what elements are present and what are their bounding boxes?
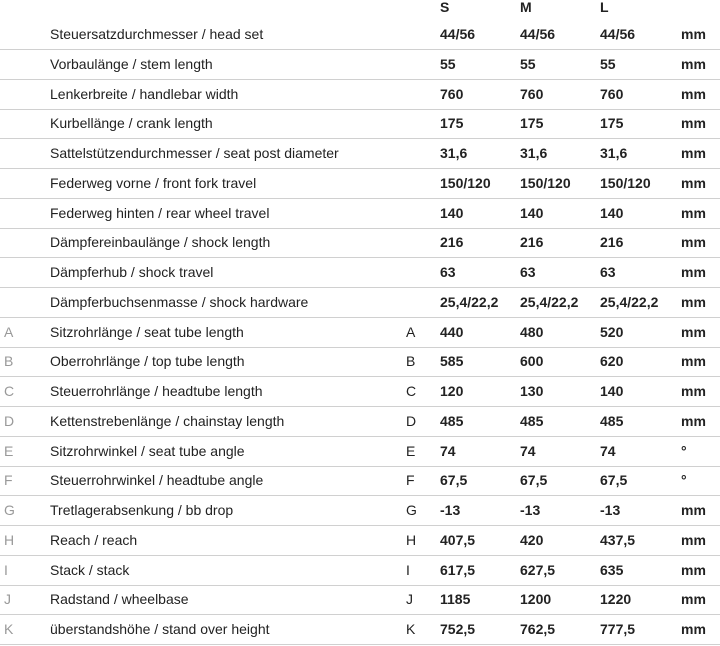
value-size-s: 617,5 xyxy=(440,561,476,578)
table-row xyxy=(0,258,720,288)
row-label: Dämpfereinbaulänge / shock length xyxy=(50,234,271,251)
row-dimension-letter: D xyxy=(406,412,417,429)
value-size-m: 420 xyxy=(520,531,544,548)
value-size-l: 44/56 xyxy=(600,26,636,42)
row-unit: mm xyxy=(681,234,706,251)
value-size-l: 485 xyxy=(600,412,624,429)
value-size-s: 216 xyxy=(440,234,464,251)
table-row xyxy=(0,347,720,377)
value-size-s: 44/56 xyxy=(440,26,476,42)
row-label: Stack / stack xyxy=(50,561,130,578)
row-label: Lenkerbreite / handlebar width xyxy=(50,85,239,102)
table-row xyxy=(0,585,720,615)
row-dimension-letter: G xyxy=(406,502,417,518)
size-header-m: M xyxy=(520,0,532,15)
value-size-m: 150/120 xyxy=(520,174,571,191)
table-row xyxy=(0,407,720,437)
value-size-m: 130 xyxy=(520,383,544,399)
row-label: Kettenstrebenlänge / chainstay length xyxy=(50,412,285,429)
row-unit: mm xyxy=(681,26,706,42)
table-row xyxy=(0,169,720,199)
table-row xyxy=(0,288,720,318)
row-label: überstandshöhe / stand over height xyxy=(50,621,270,637)
value-size-l: 31,6 xyxy=(600,145,628,161)
row-label: Steuersatzdurchmesser / head set xyxy=(50,26,264,42)
table-row xyxy=(0,20,720,50)
row-dimension-letter: J xyxy=(406,591,413,608)
value-size-l: 216 xyxy=(600,234,624,251)
row-unit: mm xyxy=(681,561,706,578)
row-label: Radstand / wheelbase xyxy=(50,591,189,608)
value-size-m: 63 xyxy=(520,264,536,280)
row-unit: mm xyxy=(681,145,706,161)
row-unit: ° xyxy=(681,442,687,459)
row-key-letter: H xyxy=(4,531,15,548)
row-label: Steuerrohrlänge / headtube length xyxy=(50,383,263,399)
table-row xyxy=(0,526,720,556)
value-size-m: 480 xyxy=(520,323,544,340)
row-key-letter: A xyxy=(4,323,14,340)
value-size-s: 67,5 xyxy=(440,472,468,489)
value-size-m: 175 xyxy=(520,115,544,132)
value-size-l: 635 xyxy=(600,561,624,578)
value-size-m: 762,5 xyxy=(520,621,556,637)
row-label: Steuerrohrwinkel / headtube angle xyxy=(50,472,264,489)
row-key-letter: I xyxy=(4,561,8,578)
value-size-s: 407,5 xyxy=(440,531,476,548)
value-size-m: 74 xyxy=(520,442,536,459)
table-row xyxy=(0,199,720,229)
value-size-s: 25,4/22,2 xyxy=(440,293,499,310)
row-label: Sitzrohrwinkel / seat tube angle xyxy=(50,442,245,459)
value-size-s: 585 xyxy=(440,353,464,370)
row-label: Sattelstützendurchmesser / seat post diameter xyxy=(50,145,339,161)
value-size-m: 31,6 xyxy=(520,145,548,161)
row-key-letter: D xyxy=(4,412,15,429)
table-row xyxy=(0,496,720,526)
row-label: Reach / reach xyxy=(50,531,138,548)
value-size-s: 760 xyxy=(440,85,464,102)
table-row xyxy=(0,50,720,80)
row-unit: mm xyxy=(681,204,706,221)
row-unit: ° xyxy=(681,472,687,489)
size-header-l: L xyxy=(600,0,609,15)
table-row xyxy=(0,556,720,586)
value-size-l: 620 xyxy=(600,353,624,370)
value-size-l: 150/120 xyxy=(600,174,651,191)
row-key-letter: F xyxy=(4,472,13,489)
value-size-s: 140 xyxy=(440,204,464,221)
value-size-l: 25,4/22,2 xyxy=(600,293,659,310)
value-size-s: 120 xyxy=(440,383,464,399)
value-size-l: 55 xyxy=(600,55,616,72)
row-key-letter: B xyxy=(4,353,14,370)
row-label: Vorbaulänge / stem length xyxy=(50,55,213,72)
value-size-m: 627,5 xyxy=(520,561,556,578)
table-row xyxy=(0,80,720,110)
row-dimension-letter: F xyxy=(406,472,415,489)
row-unit: mm xyxy=(681,293,706,310)
row-dimension-letter: K xyxy=(406,621,416,637)
row-dimension-letter: H xyxy=(406,531,417,548)
value-size-s: 55 xyxy=(440,55,456,72)
value-size-m: 760 xyxy=(520,85,544,102)
size-header-s: S xyxy=(440,0,450,15)
row-unit: mm xyxy=(681,383,706,399)
row-key-letter: C xyxy=(4,383,15,399)
row-unit: mm xyxy=(681,591,706,608)
value-size-s: 175 xyxy=(440,115,464,132)
row-dimension-letter: C xyxy=(406,383,417,399)
row-key-letter: E xyxy=(4,442,14,459)
value-size-l: 67,5 xyxy=(600,472,628,489)
value-size-s: 1185 xyxy=(440,591,471,608)
row-dimension-letter: E xyxy=(406,442,416,459)
row-key-letter: K xyxy=(4,621,14,637)
row-label: Sitzrohrlänge / seat tube length xyxy=(50,323,244,340)
table-row xyxy=(0,615,720,645)
table-row xyxy=(0,437,720,467)
row-label: Federweg vorne / front fork travel xyxy=(50,174,257,191)
value-size-s: 150/120 xyxy=(440,174,491,191)
value-size-l: 140 xyxy=(600,204,624,221)
row-label: Tretlagerabsenkung / bb drop xyxy=(50,502,234,518)
value-size-m: 44/56 xyxy=(520,26,556,42)
value-size-s: 31,6 xyxy=(440,145,468,161)
value-size-m: 485 xyxy=(520,412,544,429)
value-size-l: 520 xyxy=(600,323,624,340)
value-size-s: 485 xyxy=(440,412,464,429)
row-unit: mm xyxy=(681,353,706,370)
value-size-s: 63 xyxy=(440,264,456,280)
row-label: Oberrohrlänge / top tube length xyxy=(50,353,245,370)
value-size-l: 777,5 xyxy=(600,621,636,637)
row-label: Dämpferhub / shock travel xyxy=(50,264,214,280)
row-unit: mm xyxy=(681,502,706,518)
value-size-m: 140 xyxy=(520,204,544,221)
value-size-m: 25,4/22,2 xyxy=(520,293,579,310)
value-size-l: 1220 xyxy=(600,591,632,608)
value-size-m: 55 xyxy=(520,55,536,72)
value-size-s: 440 xyxy=(440,323,464,340)
table-row xyxy=(0,377,720,407)
value-size-m: 1200 xyxy=(520,591,552,608)
row-label: Dämpferbuchsenmasse / shock hardware xyxy=(50,293,309,310)
value-size-m: 67,5 xyxy=(520,472,548,489)
row-unit: mm xyxy=(681,174,706,191)
value-size-l: 175 xyxy=(600,115,624,132)
row-unit: mm xyxy=(681,55,706,72)
value-size-l: 760 xyxy=(600,85,624,102)
row-dimension-letter: B xyxy=(406,353,416,370)
row-unit: mm xyxy=(681,264,706,280)
table-row xyxy=(0,139,720,169)
value-size-m: 216 xyxy=(520,234,544,251)
value-size-m: 600 xyxy=(520,353,544,370)
value-size-s: 752,5 xyxy=(440,621,476,637)
row-dimension-letter: I xyxy=(406,561,410,578)
row-unit: mm xyxy=(681,412,706,429)
row-unit: mm xyxy=(681,621,706,637)
value-size-l: 437,5 xyxy=(600,531,636,548)
row-unit: mm xyxy=(681,531,706,548)
row-unit: mm xyxy=(681,85,706,102)
value-size-s: 74 xyxy=(440,442,456,459)
row-label: Kurbellänge / crank length xyxy=(50,115,213,132)
table-row xyxy=(0,466,720,496)
row-key-letter: G xyxy=(4,502,15,518)
value-size-l: 140 xyxy=(600,383,624,399)
value-size-m: -13 xyxy=(520,502,541,518)
value-size-l: 74 xyxy=(600,442,616,459)
row-unit: mm xyxy=(681,323,706,340)
row-key-letter: J xyxy=(4,591,11,608)
row-dimension-letter: A xyxy=(406,323,416,340)
table-row xyxy=(0,318,720,348)
value-size-l: 63 xyxy=(600,264,616,280)
row-unit: mm xyxy=(681,115,706,132)
table-row xyxy=(0,109,720,139)
value-size-s: -13 xyxy=(440,502,461,518)
value-size-l: -13 xyxy=(600,502,621,518)
table-row xyxy=(0,228,720,258)
size-header-row xyxy=(0,0,720,20)
row-label: Federweg hinten / rear wheel travel xyxy=(50,204,270,221)
